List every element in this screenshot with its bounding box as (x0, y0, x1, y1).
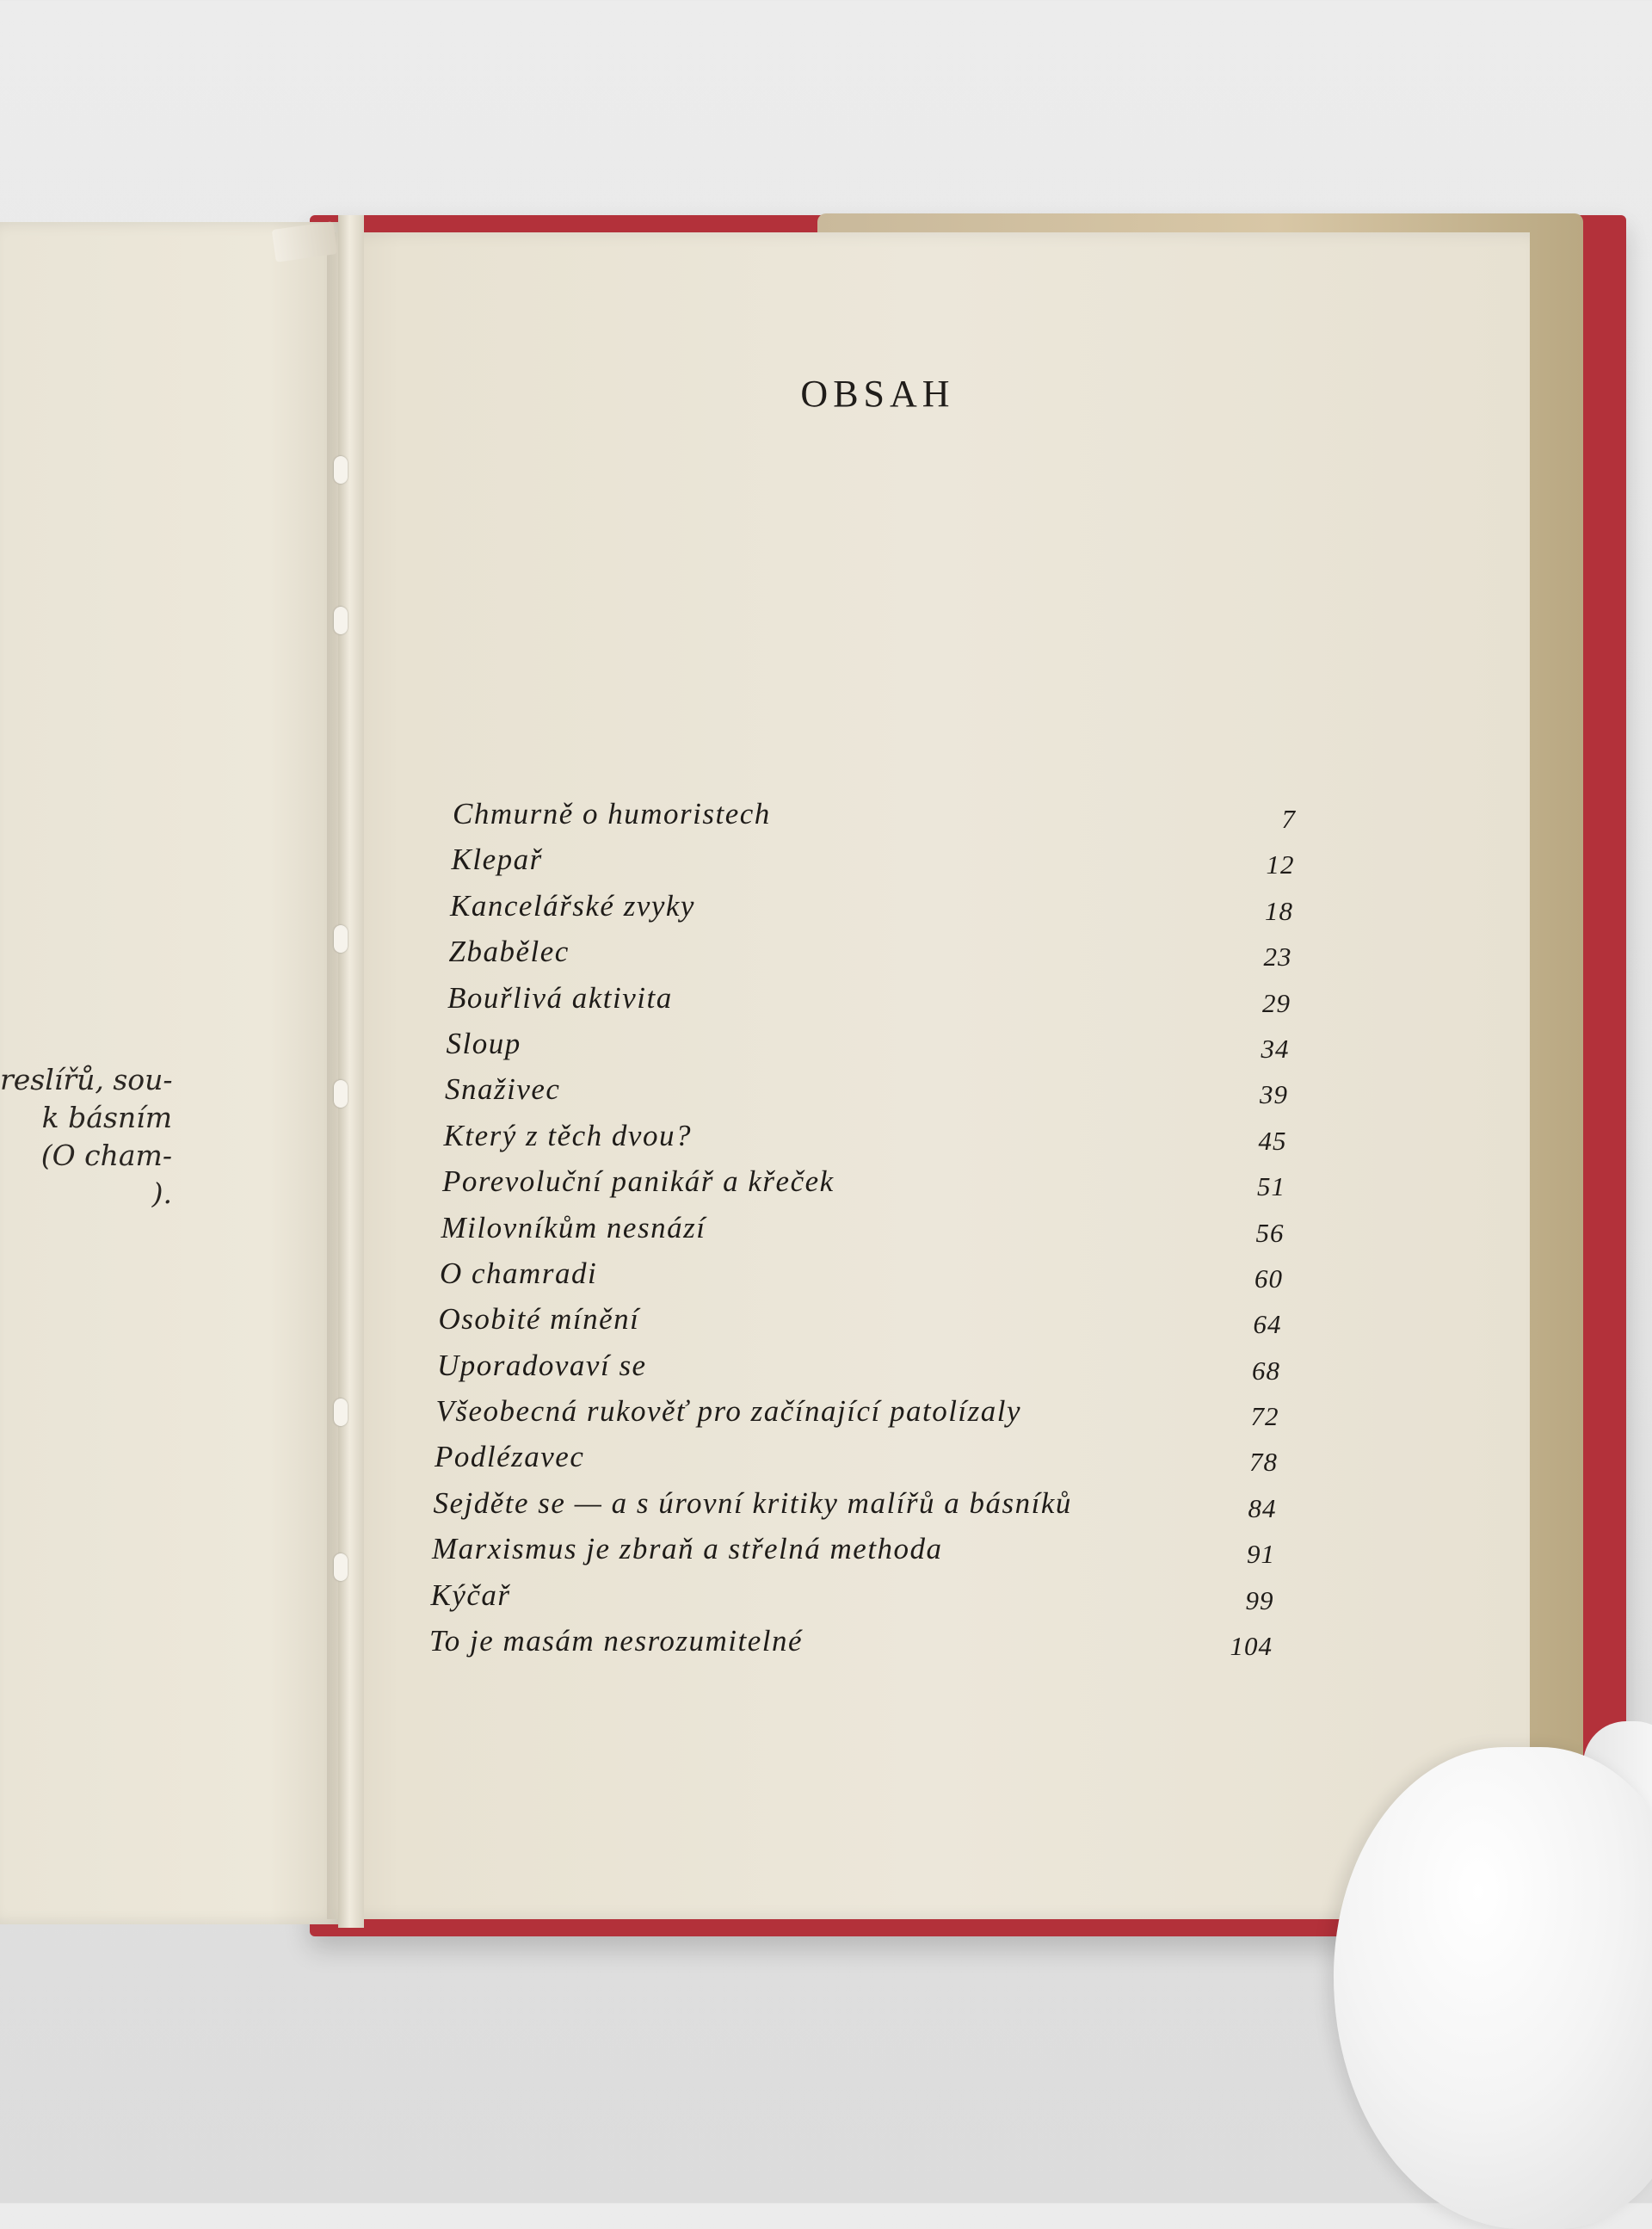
binding-stitch (334, 456, 348, 484)
toc-entry-page-number: 104 (1230, 1631, 1273, 1662)
toc-entry-title: Který z těch dvou? (443, 1118, 692, 1152)
toc-entry-page-number: 99 (1245, 1584, 1274, 1615)
toc-list (429, 797, 1296, 1670)
toc-entry-page-number: 34 (1261, 1033, 1290, 1064)
toc-entry-page-number: 29 (1262, 987, 1291, 1018)
binding-stitch (334, 1080, 348, 1108)
toc-entry-page-number: 23 (1263, 942, 1292, 972)
toc-entry (447, 981, 1291, 1027)
toc-entry-title: Chmurně o humoristech (453, 797, 771, 830)
toc-heading: OBSAH (800, 373, 955, 415)
left-text-line: ). (151, 1176, 172, 1210)
toc-entry-title: To je masám nesrozumitelné (429, 1624, 804, 1658)
toc-entry-page-number: 51 (1257, 1171, 1285, 1202)
toc-entry-title: Všeobecná rukověť pro začínající patolízaly (435, 1394, 1022, 1429)
toc-entry-title: Snaživec (445, 1072, 561, 1107)
toc-entry (442, 1164, 1285, 1210)
toc-entry-title: Zbabělec (448, 935, 570, 969)
toc-entry-page-number: 60 (1254, 1263, 1283, 1294)
toc-entry (434, 1486, 1277, 1532)
toc-entry-page-number: 45 (1258, 1125, 1287, 1156)
toc-entry-title: Porevoluční panikář a křeček (442, 1164, 835, 1199)
toc-entry (440, 1257, 1283, 1302)
left-text-line: reslířů, sou- (0, 1063, 173, 1096)
toc-entry-title: Bouřlivá aktivita (447, 980, 673, 1015)
toc-entry-title: Sloup (446, 1026, 521, 1060)
binding-stitch (334, 925, 348, 953)
toc-entry (445, 1072, 1288, 1118)
toc-entry (435, 1440, 1278, 1485)
toc-entry-page-number: 91 (1247, 1539, 1275, 1570)
toc-entry-title: Uporadovaví se (437, 1348, 647, 1382)
toc-entry-page-number: 18 (1265, 895, 1293, 926)
toc-entry-page-number: 72 (1250, 1401, 1279, 1432)
toc-entry (439, 1302, 1282, 1348)
toc-entry (437, 1349, 1280, 1394)
left-page (0, 222, 346, 1924)
toc-entry (453, 797, 1296, 843)
toc-entry-page-number: 39 (1260, 1079, 1288, 1110)
toc-entry (449, 935, 1292, 980)
toc-entry-page-number: 78 (1249, 1447, 1278, 1478)
toc-entry-page-number: 12 (1266, 849, 1295, 880)
toc-entry (432, 1532, 1275, 1578)
toc-entry (436, 1394, 1279, 1440)
toc-entry-title: Osobité mínění (438, 1302, 640, 1337)
toc-entry-title: Milovníkům nesnází (441, 1210, 706, 1244)
toc-entry-title: Kancelářské zvyky (450, 888, 695, 923)
binding-stitch (334, 607, 348, 634)
toc-entry-page-number: 68 (1252, 1355, 1280, 1386)
binding-stitch (334, 1399, 348, 1426)
toc-entry-title: Klepař (451, 843, 543, 877)
toc-entry-page-number: 7 (1281, 804, 1296, 834)
left-page-text-fragment (0, 1061, 172, 1213)
left-text-line: k básním (41, 1101, 172, 1134)
toc-entry-title: Podlézavec (435, 1440, 585, 1474)
toc-entry-title: Kýčař (430, 1578, 511, 1612)
toc-entry-page-number: 56 (1255, 1217, 1285, 1248)
toc-entry (441, 1211, 1285, 1257)
toc-entry (447, 1027, 1290, 1072)
toc-entry-title: Marxismus je zbraň a střelná methoda (432, 1532, 943, 1566)
toc-entry-title: O chamradi (440, 1256, 598, 1290)
toc-entry-page-number: 64 (1253, 1309, 1282, 1340)
toc-entry (452, 843, 1295, 888)
toc-entry (431, 1578, 1274, 1624)
toc-entry (444, 1119, 1287, 1164)
left-text-line: (O cham- (40, 1139, 172, 1172)
binding-stitch (334, 1553, 348, 1581)
toc-entry-page-number: 84 (1248, 1492, 1277, 1523)
toc-entry (429, 1624, 1273, 1670)
toc-entry-title: Sejděte se — a s úrovní kritiky malířů a básníků (433, 1485, 1072, 1520)
toc-entry (450, 889, 1293, 935)
